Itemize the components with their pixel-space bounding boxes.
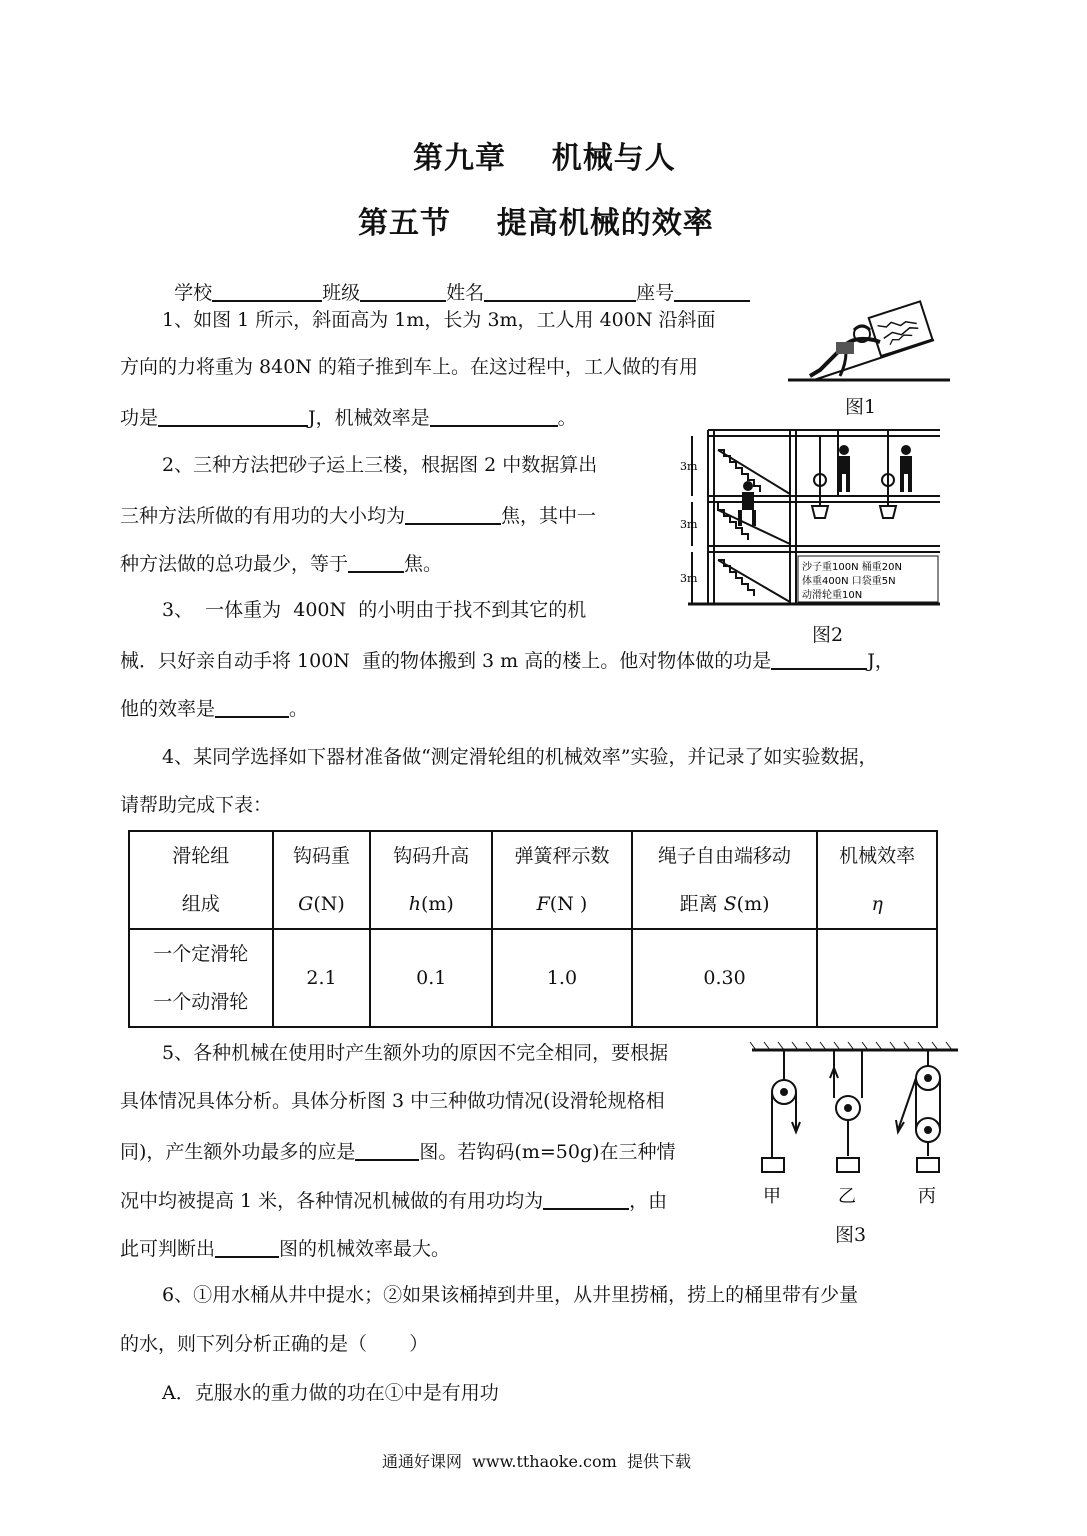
figure2-building-illustration [678, 420, 942, 610]
q3-line3: 他的效率是 。 [120, 698, 309, 720]
seat-blank[interactable] [674, 282, 750, 302]
q1-line1: 1、如图 1 所示，斜面高为 1m，长为 3m，工人用 400N 沿斜面 [162, 309, 716, 331]
chapter-title: 第九章 机械与人 [413, 141, 676, 176]
q6-option-a[interactable]: A．克服水的重力做的功在①中是有用功 [162, 1382, 499, 1404]
school-blank[interactable] [212, 282, 322, 302]
figure2-data-line2: 体重400N 口袋重5N [802, 576, 896, 587]
figure2-data-line1: 沙子重100N 桶重20N [802, 562, 902, 573]
table-row [129, 929, 937, 1027]
q2-line2: 三种方法所做的有用功的大小均为 焦，其中一 [120, 505, 597, 527]
q5-max-efficiency-blank[interactable] [215, 1238, 279, 1258]
q1-line2: 方向的力将重为 840N 的箱子推到车上。在这过程中，工人做的有用 [120, 356, 698, 378]
q1-line3: 功是 J，机械效率是 。 [120, 407, 577, 429]
q4-line1: 4、某同学选择如下器材准备做“测定滑轮组的机械效率”实验，并记录了如实验数据， [162, 746, 878, 768]
page-footer: 通通好课网 www.tthaoke.com 提供下载 [382, 1452, 691, 1471]
figure2-floor-height-middle: 3m [680, 518, 698, 531]
figure2-caption: 图2 [812, 624, 844, 646]
q5-line4: 况中均被提高 1 米，各种情况机械做的有用功均为 ，由 [120, 1190, 668, 1212]
figure2-data-line3: 动滑轮重10N [802, 590, 863, 601]
header-pulley-combo: 滑轮组 组成 [129, 831, 273, 929]
q5-most-extra-work-blank[interactable] [355, 1141, 419, 1161]
class-label: 班级 [322, 282, 361, 304]
cell-pulley-combo: 一个定滑轮 一个动滑轮 [129, 929, 273, 1027]
cell-rope-distance: 0.30 [632, 929, 818, 1027]
student-info-line [162, 263, 750, 303]
name-blank[interactable] [484, 282, 636, 302]
q1-efficiency-blank[interactable] [430, 407, 558, 427]
cell-spring-reading: 1.0 [492, 929, 632, 1027]
figure1-incline-illustration [784, 296, 954, 388]
q5-line5: 此可判断出 图的机械效率最大。 [120, 1238, 451, 1260]
name-label: 姓名 [446, 282, 485, 304]
q5-useful-work-blank[interactable] [543, 1190, 629, 1210]
q5-line2: 具体情况具体分析。具体分析图 3 中三种做功情况(设滑轮规格相 [120, 1090, 665, 1112]
q4-line2: 请帮助完成下表： [120, 794, 273, 816]
q2-useful-work-blank[interactable] [405, 505, 501, 525]
figure3-label-yi: 乙 [838, 1186, 856, 1207]
pulley-efficiency-table [128, 830, 938, 1028]
figure3-pulley-illustration [748, 1038, 962, 1210]
cell-hook-height: 0.1 [370, 929, 492, 1027]
q6-line2: 的水，则下列分析正确的是（ ） [120, 1333, 429, 1355]
header-hook-height: 钩码升高 h(m) [370, 831, 492, 929]
q2-line1: 2、三种方法把砂子运上三楼，根据图 2 中数据算出 [162, 454, 598, 476]
q3-line1: 3、 一体重为 400N 的小明由于找不到其它的机 [162, 599, 587, 621]
cell-efficiency-answer[interactable] [817, 929, 937, 1027]
section-title: 第五节 提高机械的效率 [358, 206, 714, 241]
school-label: 学校 [174, 282, 213, 304]
q2-line3: 种方法做的总功最少，等于 焦。 [120, 553, 443, 575]
figure3-caption: 图3 [835, 1224, 867, 1246]
header-spring-reading: 弹簧秤示数 F(N ) [492, 831, 632, 929]
header-hook-weight: 钩码重 G(N) [273, 831, 371, 929]
seat-label: 座号 [636, 282, 675, 304]
figure2-floor-height-bottom: 3m [680, 572, 698, 585]
table-header-row [129, 831, 937, 929]
cell-hook-weight: 2.1 [273, 929, 371, 1027]
header-rope-distance: 绳子自由端移动 距离 S(m) [632, 831, 818, 929]
q5-line3: 同)，产生额外功最多的应是 图。若钩码(m=50g)在三种情 [120, 1141, 676, 1163]
q2-min-total-work-blank[interactable] [348, 553, 404, 573]
header-efficiency: 机械效率 η [817, 831, 937, 929]
q3-work-blank[interactable] [771, 650, 867, 670]
figure3-label-bing: 丙 [918, 1186, 936, 1207]
figure3-label-jia: 甲 [763, 1186, 781, 1207]
q5-line1: 5、各种机械在使用时产生额外功的原因不完全相同，要根据 [162, 1042, 669, 1064]
class-blank[interactable] [360, 282, 446, 302]
q6-line1: 6、①用水桶从井中提水；②如果该桶掉到井里，从井里捞桶，捞上的桶里带有少量 [162, 1284, 859, 1306]
figure1-caption: 图1 [845, 396, 877, 418]
q1-work-blank[interactable] [158, 407, 308, 427]
q3-line2: 械．只好亲自动手将 100N 重的物体搬到 3 m 高的楼上。他对物体做的功是 J， [120, 650, 894, 672]
figure2-floor-height-top: 3m [680, 460, 698, 473]
q3-efficiency-blank[interactable] [215, 698, 289, 718]
